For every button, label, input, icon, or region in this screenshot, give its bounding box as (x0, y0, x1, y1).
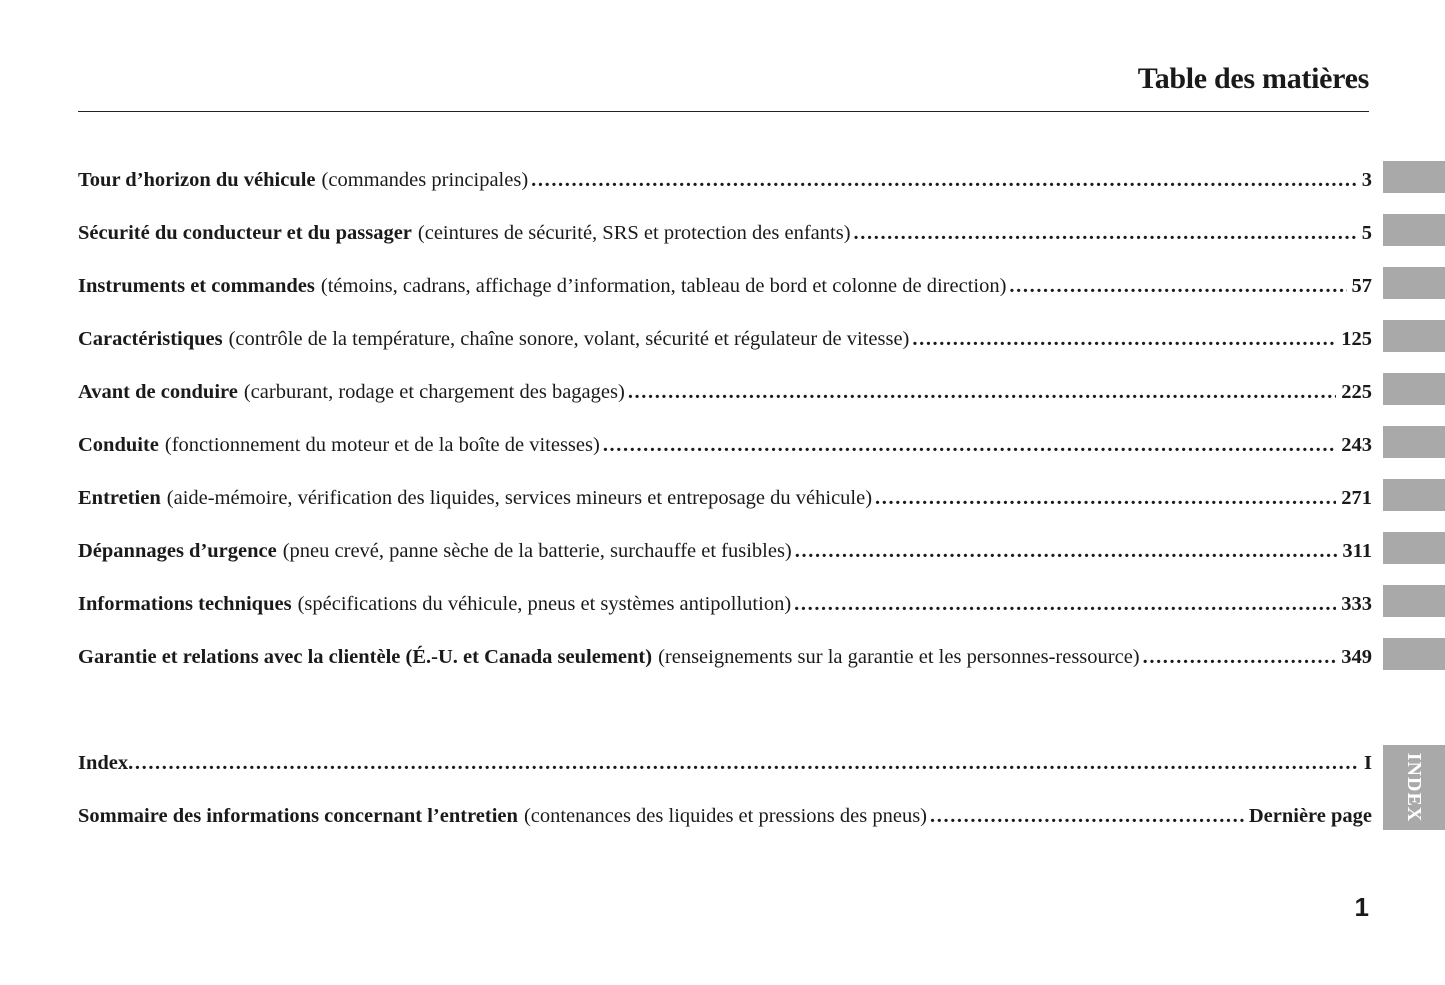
toc-leader-dots (854, 218, 1357, 248)
toc-heading: Garantie et relations avec la clientèle (É.-U. et Canada seulement) (78, 646, 653, 668)
page-title: Table des matières (1137, 62, 1369, 95)
toc-leader-dots (794, 589, 1336, 619)
toc-page-number: 125 (1341, 328, 1372, 350)
toc-description: (témoins, cadrans, affichage d’information, tableau de bord et colonne de direction) (320, 275, 1007, 297)
toc-heading: Index (78, 752, 129, 774)
toc-leader-dots (628, 377, 1336, 407)
toc-page-number: 225 (1341, 381, 1372, 403)
toc-description: (aide-mémoire, vérification des liquides, services mineurs et entreposage du véhicule) (166, 487, 873, 509)
toc-description: (carburant, rodage et chargement des bagages) (243, 381, 625, 403)
toc-heading: Entretien (78, 487, 161, 509)
toc-page-number: 349 (1341, 646, 1372, 668)
toc-leader-dots (603, 430, 1336, 460)
toc-page-number: 271 (1341, 487, 1372, 509)
toc-entry[interactable] (78, 536, 1372, 566)
toc-page-number: 311 (1342, 540, 1372, 562)
toc-leader-dots (912, 324, 1336, 354)
toc-entry[interactable] (78, 377, 1372, 407)
page-number: 1 (1354, 892, 1369, 922)
section-tab[interactable] (1383, 585, 1445, 617)
toc-leader-dots (875, 483, 1336, 513)
toc-leader-dots (795, 536, 1338, 566)
section-tab[interactable] (1383, 161, 1445, 193)
toc-page-number: 333 (1341, 593, 1372, 615)
toc-page-number: 5 (1361, 222, 1372, 244)
index-tab-label: INDEX (1403, 752, 1426, 823)
toc-leader-dots (128, 748, 1359, 778)
toc-entry[interactable] (78, 218, 1372, 248)
toc-entry[interactable] (78, 430, 1372, 460)
section-tab[interactable] (1383, 320, 1445, 352)
section-tab[interactable] (1383, 214, 1445, 246)
toc-entry[interactable] (78, 483, 1372, 513)
section-tab[interactable] (1383, 479, 1445, 511)
toc-entry-summary[interactable] (78, 801, 1372, 831)
toc-description: (spécifications du véhicule, pneus et systèmes antipollution) (297, 593, 792, 615)
title-rule (78, 111, 1369, 112)
section-tab[interactable] (1383, 532, 1445, 564)
toc-heading: Informations techniques (78, 593, 292, 615)
section-tab[interactable] (1383, 426, 1445, 458)
toc-leader-dots (531, 165, 1357, 195)
toc-description: (contenances des liquides et pressions des pneus) (523, 805, 928, 827)
toc-description: (commandes principales) (321, 169, 529, 191)
toc-description: (contrôle de la température, chaîne sonore, volant, sécurité et régulateur de vitesse) (228, 328, 910, 350)
toc-page-number: 243 (1341, 434, 1372, 456)
section-tab[interactable] (1383, 373, 1445, 405)
toc-description: (pneu crevé, panne sèche de la batterie, surchauffe et fusibles) (282, 540, 792, 562)
toc-entry[interactable] (78, 324, 1372, 354)
toc-page-number: 3 (1361, 169, 1372, 191)
toc-heading: Conduite (78, 434, 159, 456)
toc-entry[interactable] (78, 642, 1372, 672)
toc-entry[interactable] (78, 589, 1372, 619)
toc-entry[interactable] (78, 271, 1372, 301)
toc-entry[interactable] (78, 165, 1372, 195)
toc-leader-dots (930, 801, 1244, 831)
toc-page-number: 57 (1351, 275, 1372, 297)
index-tab[interactable] (1383, 745, 1445, 830)
toc-page-number: Dernière page (1248, 805, 1372, 827)
toc-heading: Sécurité du conducteur et du passager (78, 222, 412, 244)
section-tab[interactable] (1383, 638, 1445, 670)
toc-heading: Instruments et commandes (78, 275, 315, 297)
toc-description: (renseignements sur la garantie et les personnes-ressource) (658, 646, 1140, 668)
toc-heading: Avant de conduire (78, 381, 238, 403)
toc-description: (ceintures de sécurité, SRS et protection des enfants) (417, 222, 851, 244)
toc-heading: Dépannages d’urgence (78, 540, 277, 562)
toc-entry-index[interactable] (78, 748, 1372, 778)
section-tab[interactable] (1383, 267, 1445, 299)
toc-heading: Sommaire des informations concernant l’entretien (78, 805, 518, 827)
toc-page-number: I (1364, 752, 1372, 774)
toc-leader-dots (1143, 642, 1337, 672)
toc-leader-dots (1009, 271, 1346, 301)
toc-heading: Tour d’horizon du véhicule (78, 169, 316, 191)
toc-description: (fonctionnement du moteur et de la boîte de vitesses) (164, 434, 600, 456)
toc-heading: Caractéristiques (78, 328, 223, 350)
